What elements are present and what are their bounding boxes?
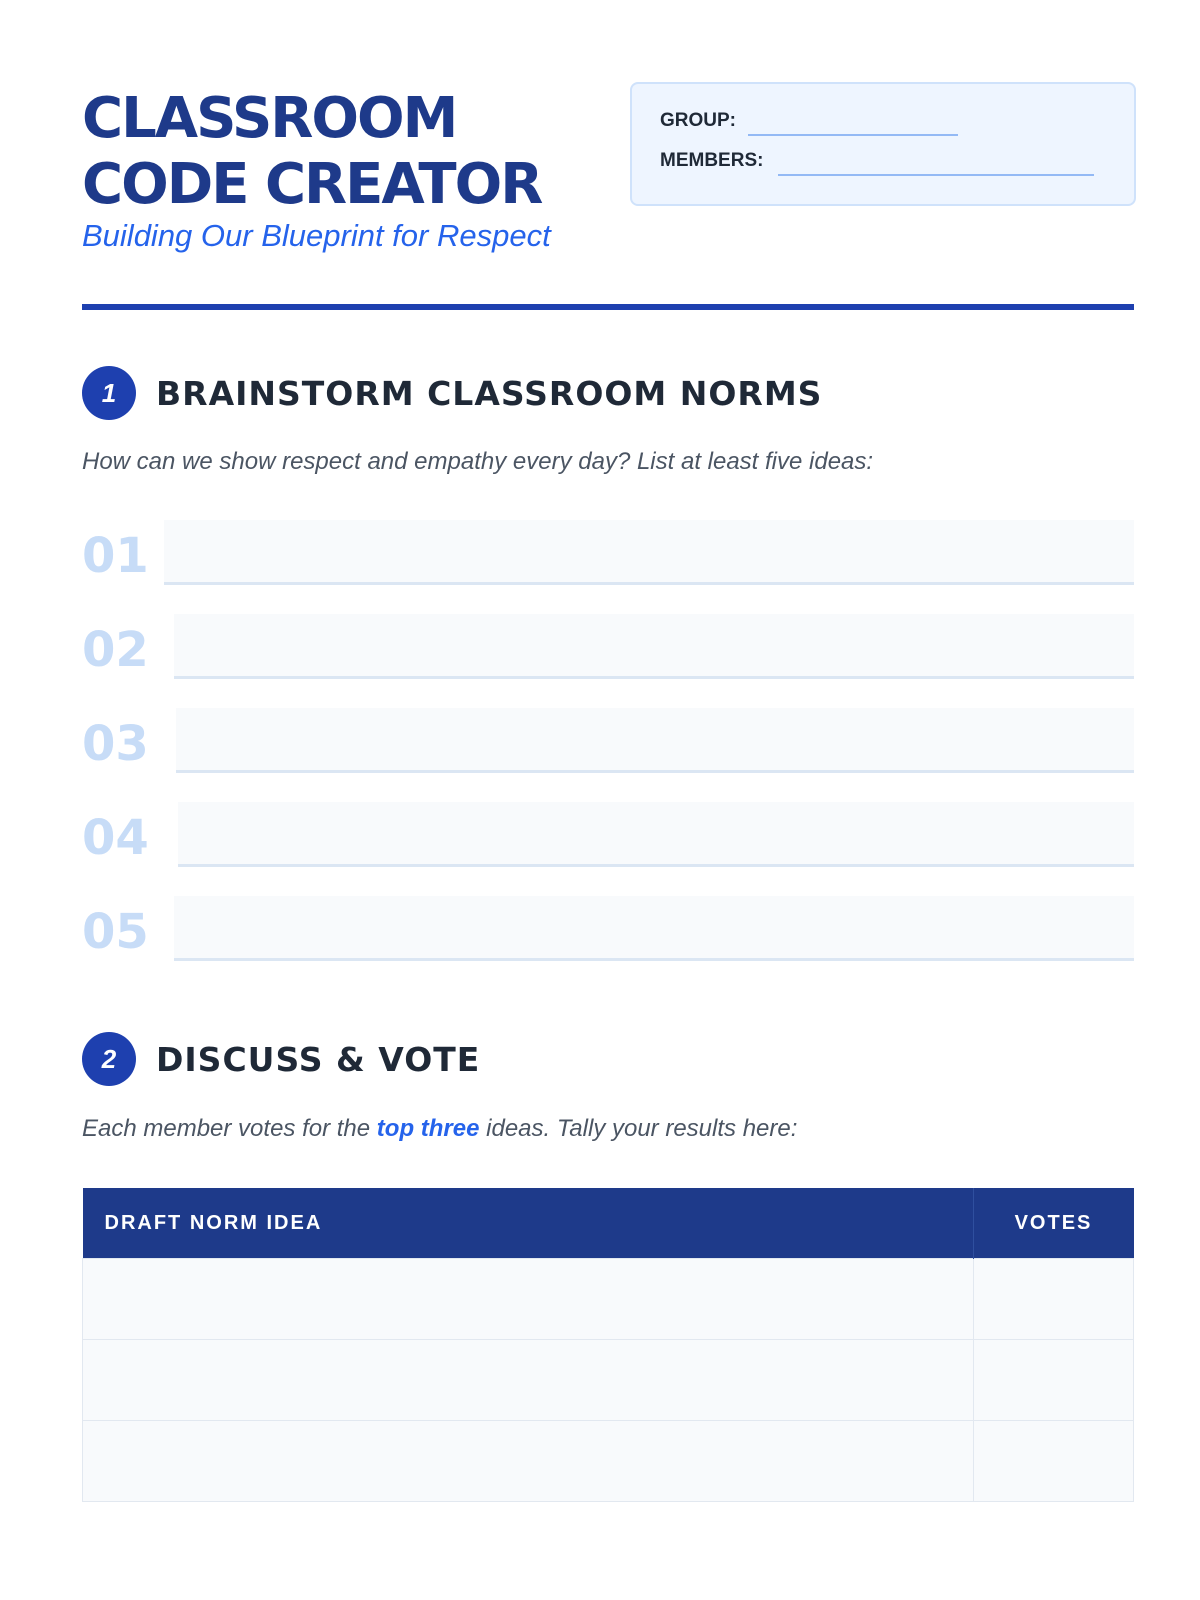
norm-idea-cell[interactable] (83, 1421, 974, 1502)
section-2-title: DISCUSS & VOTE (156, 1040, 481, 1079)
column-header-votes: VOTES (973, 1188, 1134, 1259)
members-label: MEMBERS: (660, 150, 764, 171)
table-header-row (83, 1188, 1134, 1259)
section-1-number-badge: 1 (82, 366, 136, 420)
page-subtitle: Building Our Blueprint for Respect (82, 218, 551, 253)
idea-row-1 (82, 520, 1134, 588)
idea-number: 01 (82, 528, 149, 584)
instruction-text-after: ideas. Tally your results here: (479, 1115, 798, 1142)
votes-cell[interactable] (973, 1421, 1134, 1502)
members-field[interactable] (778, 174, 1094, 176)
section-1-instruction: How can we show respect and empathy every day? List at least five ideas: (82, 448, 874, 475)
idea-input-5[interactable] (174, 896, 1134, 961)
worksheet-header (82, 80, 1134, 280)
idea-number: 04 (82, 810, 149, 866)
idea-input-1[interactable] (164, 520, 1134, 585)
section-1-heading (82, 366, 1134, 422)
table-row (83, 1340, 1134, 1421)
group-label: GROUP: (660, 110, 736, 131)
idea-row-3 (82, 708, 1134, 776)
idea-row-2 (82, 614, 1134, 682)
vote-tally-table (82, 1188, 1134, 1502)
instruction-text-before: Each member votes for the (82, 1115, 377, 1142)
section-2-instruction (82, 1115, 797, 1143)
section-2-heading (82, 1032, 1134, 1088)
group-info-box (630, 82, 1136, 206)
instruction-emphasis: top three (376, 1115, 480, 1142)
table-row (83, 1421, 1134, 1502)
section-1-title: BRAINSTORM CLASSROOM NORMS (156, 374, 823, 413)
group-field[interactable] (748, 134, 958, 136)
idea-number: 02 (82, 622, 149, 678)
idea-row-4 (82, 802, 1134, 870)
idea-input-3[interactable] (176, 708, 1134, 773)
title-line-2: CODE CREATOR (82, 152, 542, 217)
idea-row-5 (82, 896, 1134, 964)
table-row (83, 1259, 1134, 1340)
idea-input-2[interactable] (174, 614, 1134, 679)
section-2-number-badge: 2 (82, 1032, 136, 1086)
votes-cell[interactable] (973, 1259, 1134, 1340)
norm-idea-cell[interactable] (83, 1259, 974, 1340)
header-divider (82, 304, 1134, 310)
votes-cell[interactable] (973, 1340, 1134, 1421)
page-title (82, 86, 541, 218)
column-header-idea: DRAFT NORM IDEA (83, 1188, 974, 1259)
norm-idea-cell[interactable] (83, 1340, 974, 1421)
idea-number: 03 (82, 716, 149, 772)
title-line-1: CLASSROOM (82, 86, 457, 151)
idea-input-4[interactable] (178, 802, 1134, 867)
idea-number: 05 (82, 904, 149, 960)
